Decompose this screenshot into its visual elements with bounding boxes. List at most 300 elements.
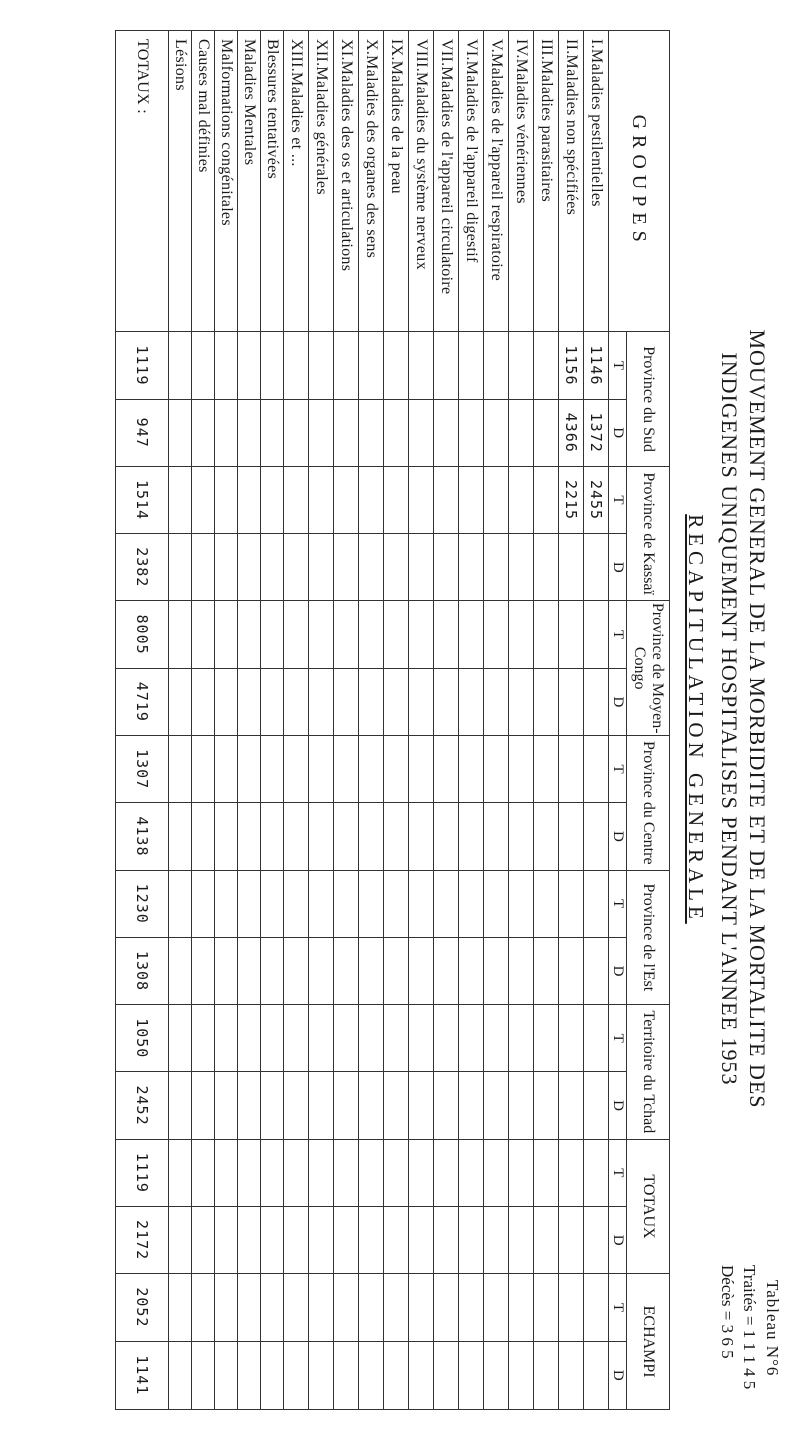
totals-summary (716, 1265, 760, 1389)
table-cell (359, 1072, 384, 1139)
table-cell (459, 466, 484, 533)
table-cell (309, 1274, 334, 1341)
table-number: Tableau N°6 (763, 1280, 782, 1377)
heading-line-2: INDIGENES UNIQUEMENT HOSPITALISES PENDANT L'ANNEE 1953 (717, 352, 742, 1086)
table-cell (534, 1072, 559, 1139)
table-cell (534, 534, 559, 601)
table-cell (434, 601, 459, 668)
table-cell (409, 1274, 434, 1341)
total-cell: 1307 (116, 736, 169, 803)
table-cell (359, 1274, 384, 1341)
table-cell (238, 803, 261, 870)
table-cell (534, 803, 559, 870)
subcolumn-label: D (609, 399, 627, 466)
totals-line: Traités = 1 1 1 4 5 (740, 1265, 759, 1390)
table-cell (215, 1005, 238, 1072)
table-cell (534, 668, 559, 735)
table-cell (459, 1274, 484, 1341)
total-cell: 1119 (116, 1139, 169, 1206)
table-cell (284, 668, 309, 735)
table-cell: 1146 (584, 332, 609, 399)
table-cell: 1156 (559, 332, 584, 399)
table-cell (509, 399, 534, 466)
subcolumn-label: D (609, 937, 627, 1004)
table-cell (409, 1341, 434, 1409)
table-cell (261, 466, 284, 533)
table-cell (459, 803, 484, 870)
subcolumn-label: D (609, 1341, 627, 1409)
table-cell (169, 1139, 192, 1206)
table-cell (192, 870, 215, 937)
table-cell (192, 937, 215, 1004)
table-cell (192, 1206, 215, 1273)
total-cell: 1141 (116, 1341, 169, 1409)
table-cell (434, 870, 459, 937)
table-cell (509, 736, 534, 803)
table-cell (509, 1072, 534, 1139)
table-cell (192, 601, 215, 668)
table-cell (284, 601, 309, 668)
table-cell (169, 1274, 192, 1341)
table-cell: 2215 (559, 466, 584, 533)
region-header: Province de Kassaï (627, 466, 670, 601)
table-cell (359, 1139, 384, 1206)
row-label: I.Maladies pestilentielles (584, 31, 609, 332)
subcolumn-label: T (609, 1005, 627, 1072)
table-cell (261, 534, 284, 601)
table-cell (584, 937, 609, 1004)
table-cell (215, 1341, 238, 1409)
table-cell (584, 736, 609, 803)
table-cell (584, 803, 609, 870)
table-cell (215, 1274, 238, 1341)
row-label: X.Maladies des organes des sens (359, 31, 384, 332)
table-cell (584, 601, 609, 668)
subcolumn-label: T (609, 1139, 627, 1206)
table-cell (284, 1274, 309, 1341)
total-cell: 1119 (116, 332, 169, 399)
table-cell (384, 1274, 409, 1341)
table-cell (384, 1005, 409, 1072)
table-cell (284, 937, 309, 1004)
table-cell (559, 601, 584, 668)
row-label: IV.Maladies vénériennes (509, 31, 534, 332)
table-cell (359, 803, 384, 870)
table-cell (238, 1341, 261, 1409)
table-cell (215, 736, 238, 803)
table-cell (434, 1206, 459, 1273)
heading-line-1: MOUVEMENT GENERAL DE LA MORBIDITE ET DE LA MORTALITE DES (745, 329, 770, 1109)
row-label: Causes mal définies (192, 31, 215, 332)
total-cell: 1050 (116, 1005, 169, 1072)
table-cell (434, 534, 459, 601)
table-cell (261, 1072, 284, 1139)
table-cell (309, 332, 334, 399)
table-cell (584, 870, 609, 937)
row-label: V.Maladies de l'appareil respiratoire (484, 31, 509, 332)
table-cell (261, 332, 284, 399)
table-cell (384, 601, 409, 668)
table-cell (509, 1206, 534, 1273)
table-cell (434, 1341, 459, 1409)
table-cell (434, 1139, 459, 1206)
row-label: Maladies Mentales (238, 31, 261, 332)
table-row (584, 31, 609, 1410)
table-cell (215, 870, 238, 937)
table-cell (309, 1005, 334, 1072)
table-cell (284, 399, 309, 466)
table-cell (238, 466, 261, 533)
table-cell (238, 332, 261, 399)
table-cell (434, 332, 459, 399)
subcolumn-label: T (609, 736, 627, 803)
table-cell (359, 668, 384, 735)
total-cell: 2382 (116, 534, 169, 601)
table-cell (409, 332, 434, 399)
total-cell: 947 (116, 399, 169, 466)
table-cell (559, 1139, 584, 1206)
table-cell (484, 668, 509, 735)
table-cell (459, 534, 484, 601)
table-row (334, 31, 359, 1410)
table-cell (384, 332, 409, 399)
table-cell (484, 534, 509, 601)
table-cell (584, 668, 609, 735)
table-cell (409, 803, 434, 870)
table-cell (215, 1072, 238, 1139)
table-cell (215, 1139, 238, 1206)
table-cell (334, 736, 359, 803)
subcolumn-label: D (609, 534, 627, 601)
table-row (559, 31, 584, 1410)
table-cell (484, 1139, 509, 1206)
table-cell (169, 601, 192, 668)
subcolumn-label: D (609, 1206, 627, 1273)
table-cell (459, 1206, 484, 1273)
total-cell: 8005 (116, 601, 169, 668)
table-cell (359, 1206, 384, 1273)
table-cell (309, 937, 334, 1004)
subcolumn-label: T (609, 870, 627, 937)
table-cell (509, 332, 534, 399)
table-cell (359, 601, 384, 668)
table-cell (309, 870, 334, 937)
table-row (284, 31, 309, 1410)
table-cell (309, 736, 334, 803)
table-cell (309, 466, 334, 533)
table-cell (409, 534, 434, 601)
table-row (238, 31, 261, 1410)
table-cell: 2455 (584, 466, 609, 533)
table-cell (484, 332, 509, 399)
table-cell (238, 1274, 261, 1341)
table-cell (409, 399, 434, 466)
table-cell (534, 1139, 559, 1206)
table-cell (261, 937, 284, 1004)
table-cell (484, 399, 509, 466)
table-cell (334, 1206, 359, 1273)
table-cell (284, 1005, 309, 1072)
table-cell: 1372 (584, 399, 609, 466)
table-cell (215, 803, 238, 870)
table-cell (484, 870, 509, 937)
table-cell (192, 1139, 215, 1206)
subcolumn-label: T (609, 601, 627, 668)
table-cell (334, 1274, 359, 1341)
table-cell (409, 1139, 434, 1206)
table-cell (169, 466, 192, 533)
total-cell: 4138 (116, 803, 169, 870)
total-cell: 1308 (116, 937, 169, 1004)
table-cell (484, 736, 509, 803)
row-label: XII.Maladies générales (309, 31, 334, 332)
table-cell (459, 1072, 484, 1139)
table-cell (284, 1139, 309, 1206)
table-cell (169, 1005, 192, 1072)
table-cell (509, 1139, 534, 1206)
table-cell (309, 601, 334, 668)
region-header: ECHAMPI (627, 1274, 670, 1410)
table-cell (534, 736, 559, 803)
table-cell (459, 332, 484, 399)
table-cell (559, 1274, 584, 1341)
table-cell (334, 399, 359, 466)
table-cell (169, 1341, 192, 1409)
groupes-header: GROUPES (609, 31, 670, 332)
table-cell (534, 1274, 559, 1341)
table-cell (434, 1274, 459, 1341)
table-cell (169, 1206, 192, 1273)
table-cell (384, 668, 409, 735)
table-cell (309, 399, 334, 466)
total-cell: 1514 (116, 466, 169, 533)
table-cell (584, 1005, 609, 1072)
table-cell (434, 736, 459, 803)
totals-label: TOTAUX : (116, 31, 169, 332)
subcolumn-label: T (609, 1274, 627, 1341)
table-cell (559, 736, 584, 803)
table-cell (509, 534, 534, 601)
row-label: III.Maladies parasitaires (534, 31, 559, 332)
table-cell (559, 534, 584, 601)
table-cell (459, 870, 484, 937)
table-cell (261, 1005, 284, 1072)
table-cell (261, 601, 284, 668)
heading-line-3: RECAPITULATION GENERALE (684, 514, 708, 924)
table-cell (584, 1206, 609, 1273)
region-header: TOTAUX (627, 1139, 670, 1274)
table-cell (509, 1341, 534, 1409)
subcolumn-label: D (609, 803, 627, 870)
table-cell (434, 803, 459, 870)
table-cell (284, 736, 309, 803)
table-row (409, 31, 434, 1410)
table-cell (484, 937, 509, 1004)
table-cell (434, 1005, 459, 1072)
table-cell (238, 601, 261, 668)
table-cell (384, 1341, 409, 1409)
region-header: Province du Centre (627, 736, 670, 871)
table-row (359, 31, 384, 1410)
table-cell (584, 534, 609, 601)
table-row (459, 31, 484, 1410)
table-cell (534, 1005, 559, 1072)
table-row (484, 31, 509, 1410)
table-cell (261, 1206, 284, 1273)
table-cell (459, 399, 484, 466)
table-cell (334, 601, 359, 668)
table-cell (215, 399, 238, 466)
table-cell (509, 803, 534, 870)
table-cell (559, 1005, 584, 1072)
recap-table (115, 30, 670, 1410)
table-cell (284, 803, 309, 870)
table-cell (334, 803, 359, 870)
table-cell (584, 1341, 609, 1409)
region-header: Province de l'Est (627, 870, 670, 1005)
row-label: VII.Maladies de l'appareil circulatoire (434, 31, 459, 332)
table-cell (434, 937, 459, 1004)
table-row (169, 31, 192, 1410)
row-label: IX.Maladies de la peau (384, 31, 409, 332)
row-label: XI.Maladies des os et articulations (334, 31, 359, 332)
table-cell (384, 534, 409, 601)
table-cell (459, 736, 484, 803)
table-cell (384, 1139, 409, 1206)
table-cell (559, 1341, 584, 1409)
table-cell (409, 1206, 434, 1273)
table-cell (261, 803, 284, 870)
table-cell (261, 1139, 284, 1206)
table-cell (215, 937, 238, 1004)
table-cell (459, 1139, 484, 1206)
table-cell (484, 466, 509, 533)
table-cell (384, 1072, 409, 1139)
table-cell (215, 668, 238, 735)
table-cell (169, 668, 192, 735)
table-cell (238, 1005, 261, 1072)
table-cell (484, 1072, 509, 1139)
row-label: II.Maladies non spécifiées (559, 31, 584, 332)
table-cell (215, 1206, 238, 1273)
table-cell (459, 1341, 484, 1409)
table-cell (559, 668, 584, 735)
table-body (116, 31, 609, 1410)
table-cell (192, 1005, 215, 1072)
table-cell (534, 601, 559, 668)
table-cell (409, 1072, 434, 1139)
table-cell (484, 601, 509, 668)
table-cell (261, 736, 284, 803)
table-cell (409, 1005, 434, 1072)
region-header-row (627, 31, 670, 1410)
table-cell (334, 1072, 359, 1139)
table-row (309, 31, 334, 1410)
table-cell (359, 1341, 384, 1409)
table-cell (559, 1206, 584, 1273)
table-cell (192, 736, 215, 803)
table-cell (384, 399, 409, 466)
subcolumn-label: T (609, 466, 627, 533)
table-cell (192, 466, 215, 533)
row-label: Blessures tentativées (261, 31, 284, 332)
table-cell (238, 399, 261, 466)
table-cell (409, 736, 434, 803)
table-cell (334, 332, 359, 399)
row-label: Malformations congénitales (215, 31, 238, 332)
table-cell (284, 1341, 309, 1409)
table-cell (192, 668, 215, 735)
table-cell (509, 668, 534, 735)
table-cell (359, 937, 384, 1004)
subcolumn-label: T (609, 332, 627, 399)
table-cell (238, 937, 261, 1004)
table-cell (192, 1341, 215, 1409)
table-cell (484, 1341, 509, 1409)
table-cell (192, 332, 215, 399)
table-cell (309, 1341, 334, 1409)
table-cell (238, 1139, 261, 1206)
table-cell (534, 937, 559, 1004)
table-cell (509, 1005, 534, 1072)
table-cell (359, 736, 384, 803)
table-cell (459, 668, 484, 735)
table-cell (309, 1072, 334, 1139)
total-cell: 2052 (116, 1274, 169, 1341)
table-cell: 4366 (559, 399, 584, 466)
region-header: Territoire du Tchad (627, 1005, 670, 1140)
table-cell (261, 399, 284, 466)
table-cell (484, 1274, 509, 1341)
table-cell (284, 870, 309, 937)
table-cell (359, 534, 384, 601)
table-cell (584, 1072, 609, 1139)
table-cell (384, 736, 409, 803)
totals-row (116, 31, 169, 1410)
table-cell (409, 937, 434, 1004)
table-cell (534, 332, 559, 399)
table-cell (509, 601, 534, 668)
table-cell (238, 736, 261, 803)
table-cell (238, 668, 261, 735)
table-cell (559, 1072, 584, 1139)
table-cell (284, 332, 309, 399)
table-cell (238, 1206, 261, 1273)
table-cell (215, 466, 238, 533)
table-cell (359, 399, 384, 466)
table-cell (409, 668, 434, 735)
table-cell (509, 466, 534, 533)
row-label: VIII.Maladies du système nerveux (409, 31, 434, 332)
table-cell (169, 399, 192, 466)
subcolumn-label: D (609, 1072, 627, 1139)
table-cell (459, 937, 484, 1004)
table-cell (284, 534, 309, 601)
total-cell: 2172 (116, 1206, 169, 1273)
table-cell (284, 1206, 309, 1273)
table-cell (559, 870, 584, 937)
table-cell (484, 1206, 509, 1273)
table-cell (169, 736, 192, 803)
table-cell (509, 937, 534, 1004)
table-cell (192, 1274, 215, 1341)
table-cell (434, 668, 459, 735)
table-row (215, 31, 238, 1410)
table-cell (309, 668, 334, 735)
table-cell (215, 332, 238, 399)
table-cell (534, 399, 559, 466)
table-cell (334, 870, 359, 937)
